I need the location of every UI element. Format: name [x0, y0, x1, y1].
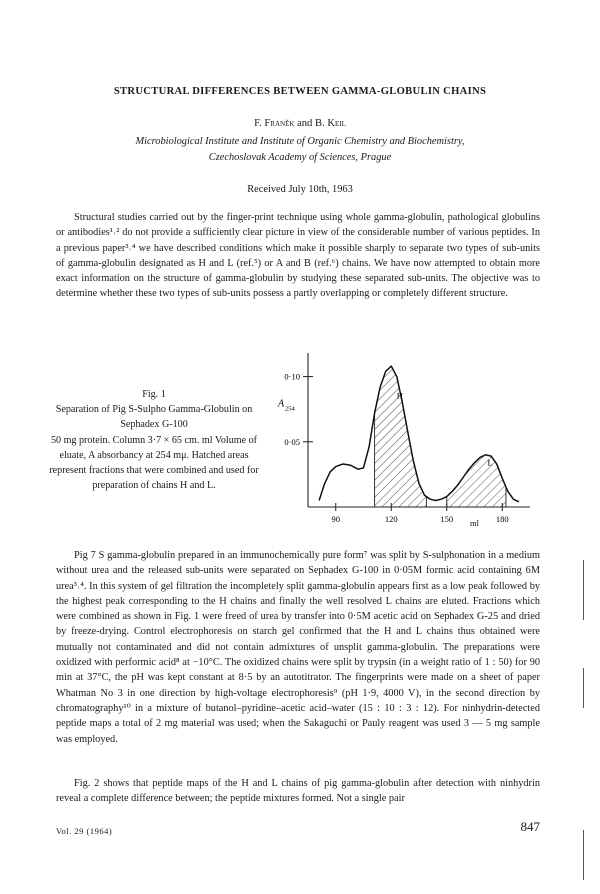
peak-label-l: L: [487, 457, 493, 468]
x-tick-label: 180: [495, 514, 509, 524]
paragraph-intro: Structural studies carried out by the finger-print technique using whole gamma-globulin, pathological globulins or antibodies¹˒² do not provide a sufficiently clear picture in view of the considerable number of various peptides. In a previous paper³˒⁴ we have described conditions which make it possible sharply to separate two types of sub-units of gamma-globulin designated as H and L (ref.⁵) or A and B (ref.⁶) chains. We have now attempted to obtain more exact information on the structure of gamma-globulin by studying these separated sub-units. The objective was to determine whether these two types of sub-units possess a partly overlapping or completely different structure.: [56, 212, 540, 300]
x-axis-label: ml: [470, 518, 479, 528]
margin-rule: [583, 830, 584, 880]
y-tick-label: 0·05: [284, 436, 300, 447]
figure-details: 50 mg protein. Column 3·7 × 65 cm. ml Volume of eluate, A absorbancy at 254 mμ. Hatched areas represent fractions that were combined and used for preparation of chains H and L.: [49, 435, 259, 491]
hatched-region-l: [447, 455, 506, 507]
x-tick-label: 120: [384, 514, 398, 524]
paper-title: STRUCTURAL DIFFERENCES BETWEEN GAMMA-GLOBULIN CHAINS: [113, 86, 487, 97]
authors: [0, 118, 600, 129]
affiliation: [0, 134, 600, 166]
author-keil: B. Keil: [315, 118, 346, 129]
margin-rule: [583, 668, 584, 708]
y-tick-label: 0·10: [284, 371, 300, 382]
affiliation-line-1: Microbiological Institute and Institute of Organic Chemistry and Biochemistry,: [135, 136, 465, 147]
figure-label: Fig. 1: [142, 389, 166, 400]
x-tick-label: 90: [331, 514, 340, 524]
margin-rule: [583, 560, 584, 620]
x-tick-label: 150: [440, 514, 454, 524]
paragraph-results: Fig. 2 shows that peptide maps of the H and L chains of pig gamma-globulin after detection with ninhydrin reveal a complete difference between; the peptide mixtures formed. Not a single pair: [56, 778, 540, 805]
y-axis-label: A: [278, 398, 285, 410]
author-conjunction: and: [297, 118, 313, 129]
figure-caption: [42, 388, 266, 494]
paragraph-methods: Pig 7 S gamma-globulin prepared in an immunochemically pure form⁷ was split by S-sulphonation in a medium without urea and the released sub-units were separated on Sephadex G-100 in 0·05M formic acid containing 6M urea³˒⁴. In this system of gel filtration the incompletely split gamma-globulin appears first as a low peak followed by the highest peak corresponding to the H chains and finally the well resolved L chains are eluted. Fractions which were combined as shown in Fig. 1 were freed of urea by transfer into 0·5M acetic acid on Sephadex G-25 and dried by freeze-drying. Control electrophoresis on starch gel confirmed that the H and L chains thus obtained were mutually not contaminated and did not contain admixtures of unsplit gamma-globulin. The preparations were oxidized with performic acid⁸ at −10°C. The oxidized chains were split by trypsin (in a weight ratio of 1 : 50) for 90 min at 37°C, the pH was kept constant at 8·5 by an autotitrator. The fingerprints were made on a sheet of paper Whatman No 3 in one direction by high-voltage electrophoresis⁹ (pH 1·9, 4000 V), in the second direction by chromatography¹⁰ in a mixture of butanol–pyridine–acetic acid–water (15 : 10 : 3 : 12). For ninhydrin-detected peptide maps a total of 2 mg material was used; when the Sakaguchi or Pauly reagent was used 3 — 5 mg sample was employed.: [56, 550, 540, 745]
received-date: Received July 10th, 1963: [247, 184, 353, 195]
peak-label-h: H: [396, 390, 403, 401]
y-axis-label-subscript: 254: [285, 405, 295, 413]
page-number: 847: [520, 819, 540, 834]
volume-label: Vol. 29 (1964): [56, 826, 113, 836]
elution-chart-svg: [272, 345, 544, 535]
figure-title: Separation of Pig S-Sulpho Gamma-Globulin on Sephadex G-100: [55, 403, 253, 430]
elution-chart: [272, 345, 544, 535]
hatched-region-h: [375, 366, 427, 507]
author-franek: F. Franěk: [254, 118, 295, 129]
affiliation-line-2: Czechoslovak Academy of Sciences, Prague: [208, 152, 392, 163]
